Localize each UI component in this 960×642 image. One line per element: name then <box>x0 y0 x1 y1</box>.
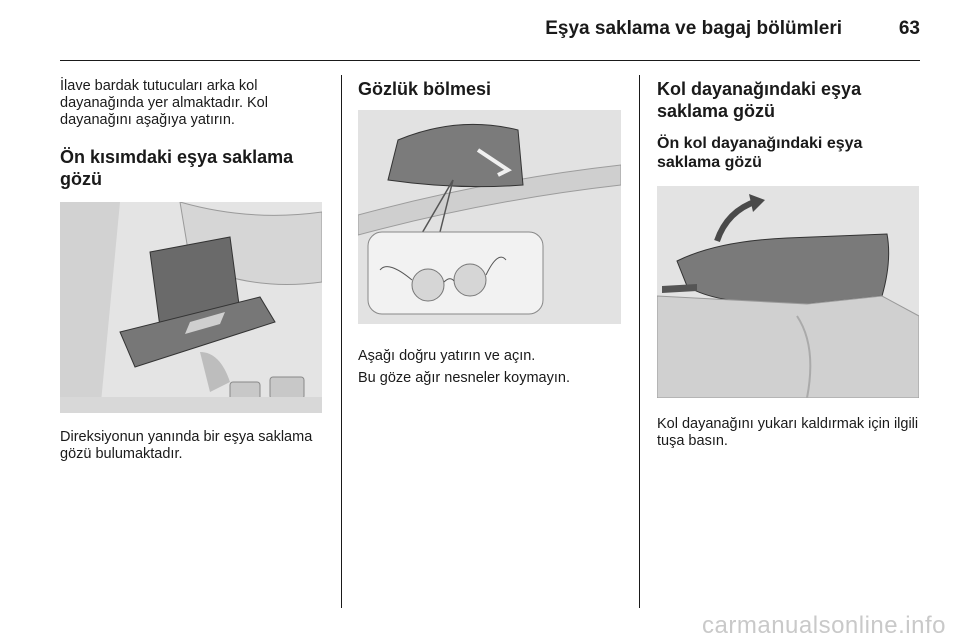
column-divider-2 <box>639 75 640 608</box>
front-storage-heading: Ön kısımdaki eşya saklama gözü <box>60 147 294 189</box>
page-number: 63 <box>898 18 920 39</box>
armrest-storage-heading: Kol dayanağındaki eşya saklama gözü <box>657 79 862 121</box>
column-left <box>60 78 325 463</box>
glasses-compartment-heading: Gözlük bölmesi <box>358 79 492 99</box>
cup-holder-text: İlave bardak tutucuları arka kol dayanağında yer almaktadır. Kol dayanağını aşağıya yatırın. <box>60 78 268 128</box>
glovebox-caption: Direksiyonun yanında bir eşya saklama gözü bulumaktadır. <box>60 429 313 462</box>
page-header-title: Eşya saklama ve bagaj bölümleri <box>545 18 842 39</box>
armrest-illustration <box>657 186 919 398</box>
glasses-instruction-text: Aşağı doğru yatırın ve açın. <box>358 348 536 364</box>
column-divider-1 <box>341 75 342 608</box>
column-right <box>657 78 922 450</box>
header-divider <box>60 60 920 61</box>
glasses-warning-text: Bu göze ağır nesneler koymayın. <box>358 370 570 386</box>
site-watermark: carmanualsonline.info <box>702 612 946 639</box>
column-middle <box>358 78 623 387</box>
armrest-caption: Kol dayanağını yukarı kaldırmak için ilgili tuşa basın. <box>657 416 919 449</box>
front-armrest-subheading: Ön kol dayanağındaki eşya saklama gözü <box>657 135 863 171</box>
glasses-compartment-illustration <box>358 110 621 324</box>
glovebox-illustration <box>60 202 322 413</box>
